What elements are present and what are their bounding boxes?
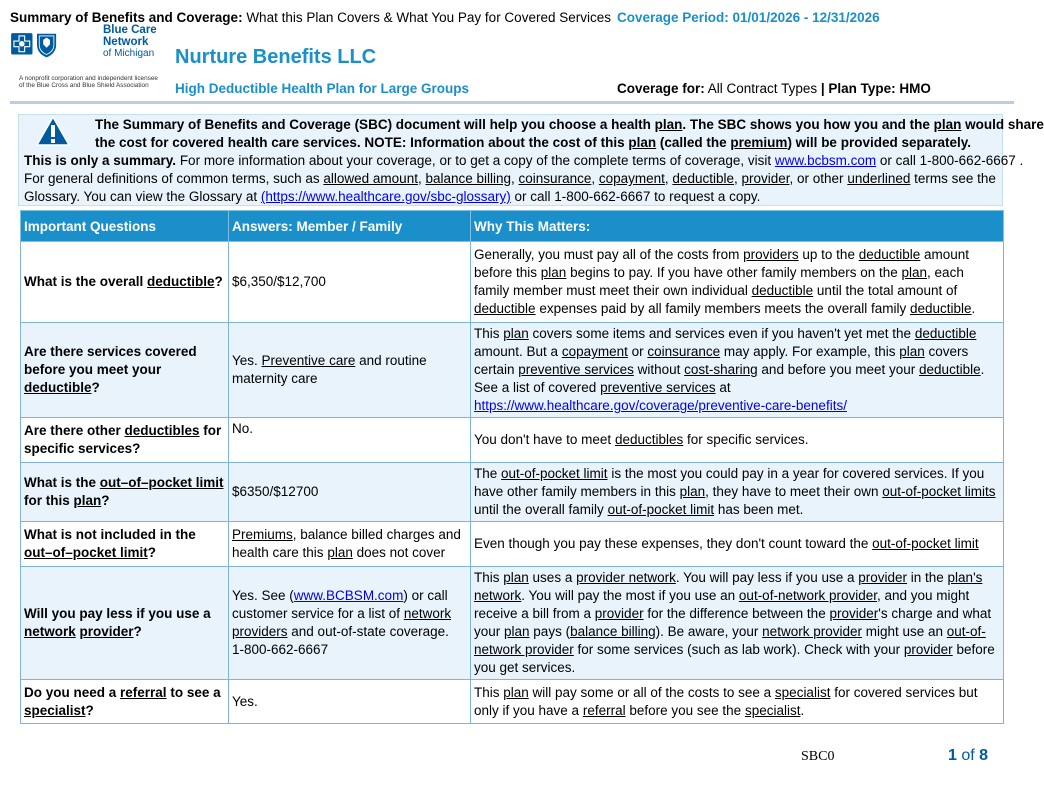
why-cell: Even though you pay these expenses, they don't count toward the out-of-pocket limit [471,522,1004,567]
plan-type-label: | Plan Type: [817,81,896,96]
notice-text: The Summary of Benefits and Coverage (SBC) document will help you choose a health [95,117,655,132]
separator: , [417,171,426,186]
answer-cell: Yes. Preventive care and routine maternity care [229,323,471,418]
logo-note-1: A nonprofit corporation and independent licensee [19,75,158,82]
notice-line-1 [95,116,1044,134]
column-header: Important Questions [21,211,229,242]
notice-box [18,114,1044,206]
answer-cell: Yes. [229,680,471,724]
table-row [21,418,1004,463]
notice-text: For more information about your coverage, or to get a copy of the complete terms of coverage, visit [176,153,775,168]
page-number [948,747,988,765]
notice-text: terms see the [910,171,996,186]
document-title [10,10,611,25]
notice-text: Glossary. You can view the Glossary at [24,189,261,204]
notice-text: would share [961,117,1044,132]
glossary-term: plan [654,117,683,132]
why-cell: This plan uses a provider network. You will pay less if you use a provider in the plan's network. You will pay the most if you use an out-of-network provider, and you might receive a bill from a provider for the difference between the provider's charge and what your plan pays (balance billing). Be aware, your network provider might use an out-of-network provider for some services (such as lab work). Check with your provider before you get services. [471,567,1004,680]
glossary-term: allowed amount [323,171,418,186]
why-cell: You don't have to meet deductibles for specific services. [471,418,1004,463]
document-title-rest: What this Plan Covers & What You Pay for Covered Services [242,10,611,25]
notice-text: or call 1-800-662-6667 . [876,153,1024,168]
bcbs-logo [10,27,100,73]
glossary-term: underlined [847,171,911,186]
document-title-bold: Summary of Benefits and Coverage: [10,10,243,25]
glossary-term: coinsurance [518,171,592,186]
notice-summary-label: This is only a summary. [24,153,177,168]
glossary-term: provider [741,171,790,186]
question-cell: Do you need a referral to see a specialist? [21,680,229,724]
logo-note-2: of the Blue Cross and Blue Shield Association [19,82,149,89]
bcbsm-link[interactable]: www.bcbsm.com [774,153,877,168]
answer-cell: Premiums, balance billed charges and health care this plan does not cover [229,522,471,567]
question-cell: What is the out–of–pocket limit for this plan? [21,463,229,522]
table-row [21,567,1004,680]
separator: , [511,171,519,186]
notice-text: , or other [789,171,848,186]
notice-text: (called the [656,135,731,150]
question-cell: Are there services covered before you meet your deductible? [21,323,229,418]
question-cell: What is not included in the out–of–pocket limit? [21,522,229,567]
why-cell: This plan will pay some or all of the costs to see a specialist for covered services but only if you have a referral before you see the specialist. [471,680,1004,724]
coverage-for-value: All Contract Types [704,81,818,96]
page-current: 1 [948,747,957,764]
why-cell: Generally, you must pay all of the costs from providers up to the deductible amount before this plan begins to pay. If you have other family members on the plan, each family member must meet their own individual deductible until the total amount of deductible expenses paid by all family members meets the overall family deductible. [471,242,1004,323]
blue-shield-icon [37,34,56,58]
separator: , [591,171,599,186]
logo-disclaimer [19,75,169,89]
separator: , [664,171,673,186]
question-cell: What is the overall deductible? [21,242,229,323]
notice-text: ) will be provided separately. [787,135,971,150]
page-of: of [956,747,980,764]
notice-text: the cost for covered health care services. NOTE: Information about the cost of this [95,135,629,150]
page-total: 8 [979,747,989,764]
notice-line-2 [95,134,971,152]
notice-text: For general definitions of common terms, such as [24,171,324,186]
glossary-link[interactable]: (https://www.healthcare.gov/sbc-glossary) [260,189,511,204]
answer-cell: No. [229,418,471,463]
coverage-for [617,81,931,96]
blue-cross-icon [11,33,32,54]
logo-line-3: of Michigan [103,48,155,59]
coverage-for-label: Coverage for: [617,81,705,96]
glossary-term: balance billing [425,171,512,186]
why-cell: This plan covers some items and services even if you haven't yet met the deductible amount. But a copayment or coinsurance may apply. For example, this plan covers certain preventive services without cost-sharing and before you meet your deductible. See a list of covered preventive services at https://www.healthcare.gov/coverage/preventive-care-benefits/ [471,323,1004,418]
glossary-term: plan [628,135,657,150]
column-header: Answers: Member / Family [229,211,471,242]
answer-cell: Yes. See (www.BCBSM.com) or call customer service for a list of network providers and out-of-state coverage. 1-800-662-6667 [229,567,471,680]
plan-type-value: HMO [895,81,931,96]
warning-icon [35,115,71,147]
table-row [21,522,1004,567]
logo-brand-text [103,25,157,60]
answer-cell: $6350/$12700 [229,463,471,522]
footer-code: SBC0 [801,749,835,764]
table-row [21,680,1004,724]
notice-text: . The SBC shows you how you and the [682,117,934,132]
logo-line-1: Blue Care [103,24,157,36]
glossary-term: premium [730,135,788,150]
logo-line-2: Network [103,35,149,48]
question-cell: Will you pay less if you use a network provider? [21,567,229,680]
glossary-term: deductible [672,171,734,186]
preventive-care-link[interactable]: https://www.healthcare.gov/coverage/preventive-care-benefits/ [474,398,847,413]
column-header: Why This Matters: [471,211,1004,242]
separator: , [733,171,742,186]
notice-line-3 [24,152,1023,170]
table-row [21,323,1004,418]
table-header-row [21,211,1004,242]
notice-line-4 [24,170,996,188]
notice-text: or call 1-800-662-6667 to request a copy. [510,189,761,204]
glossary-term: copayment [598,171,665,186]
glossary-term: plan [933,117,962,132]
bcbsm-answer-link[interactable]: www.BCBSM.com [293,588,404,603]
answer-cell: $6,350/$12,700 [229,242,471,323]
why-cell: The out-of-pocket limit is the most you could pay in a year for covered services. If you have other family members in this plan, they have to meet their own out-of-pocket limits until the overall family out-of-pocket limit has been met. [471,463,1004,522]
coverage-period: Coverage Period: 01/01/2026 - 12/31/2026 [617,10,880,25]
table-row [21,463,1004,522]
header-divider [10,101,1014,104]
table-row [21,242,1004,323]
question-cell: Are there other deductibles for specific services? [21,418,229,463]
organization-name: Nurture Benefits LLC [175,46,377,68]
plan-name: High Deductible Health Plan for Large Groups [175,81,470,96]
notice-line-5 [24,188,760,206]
important-questions-table [20,210,1004,724]
